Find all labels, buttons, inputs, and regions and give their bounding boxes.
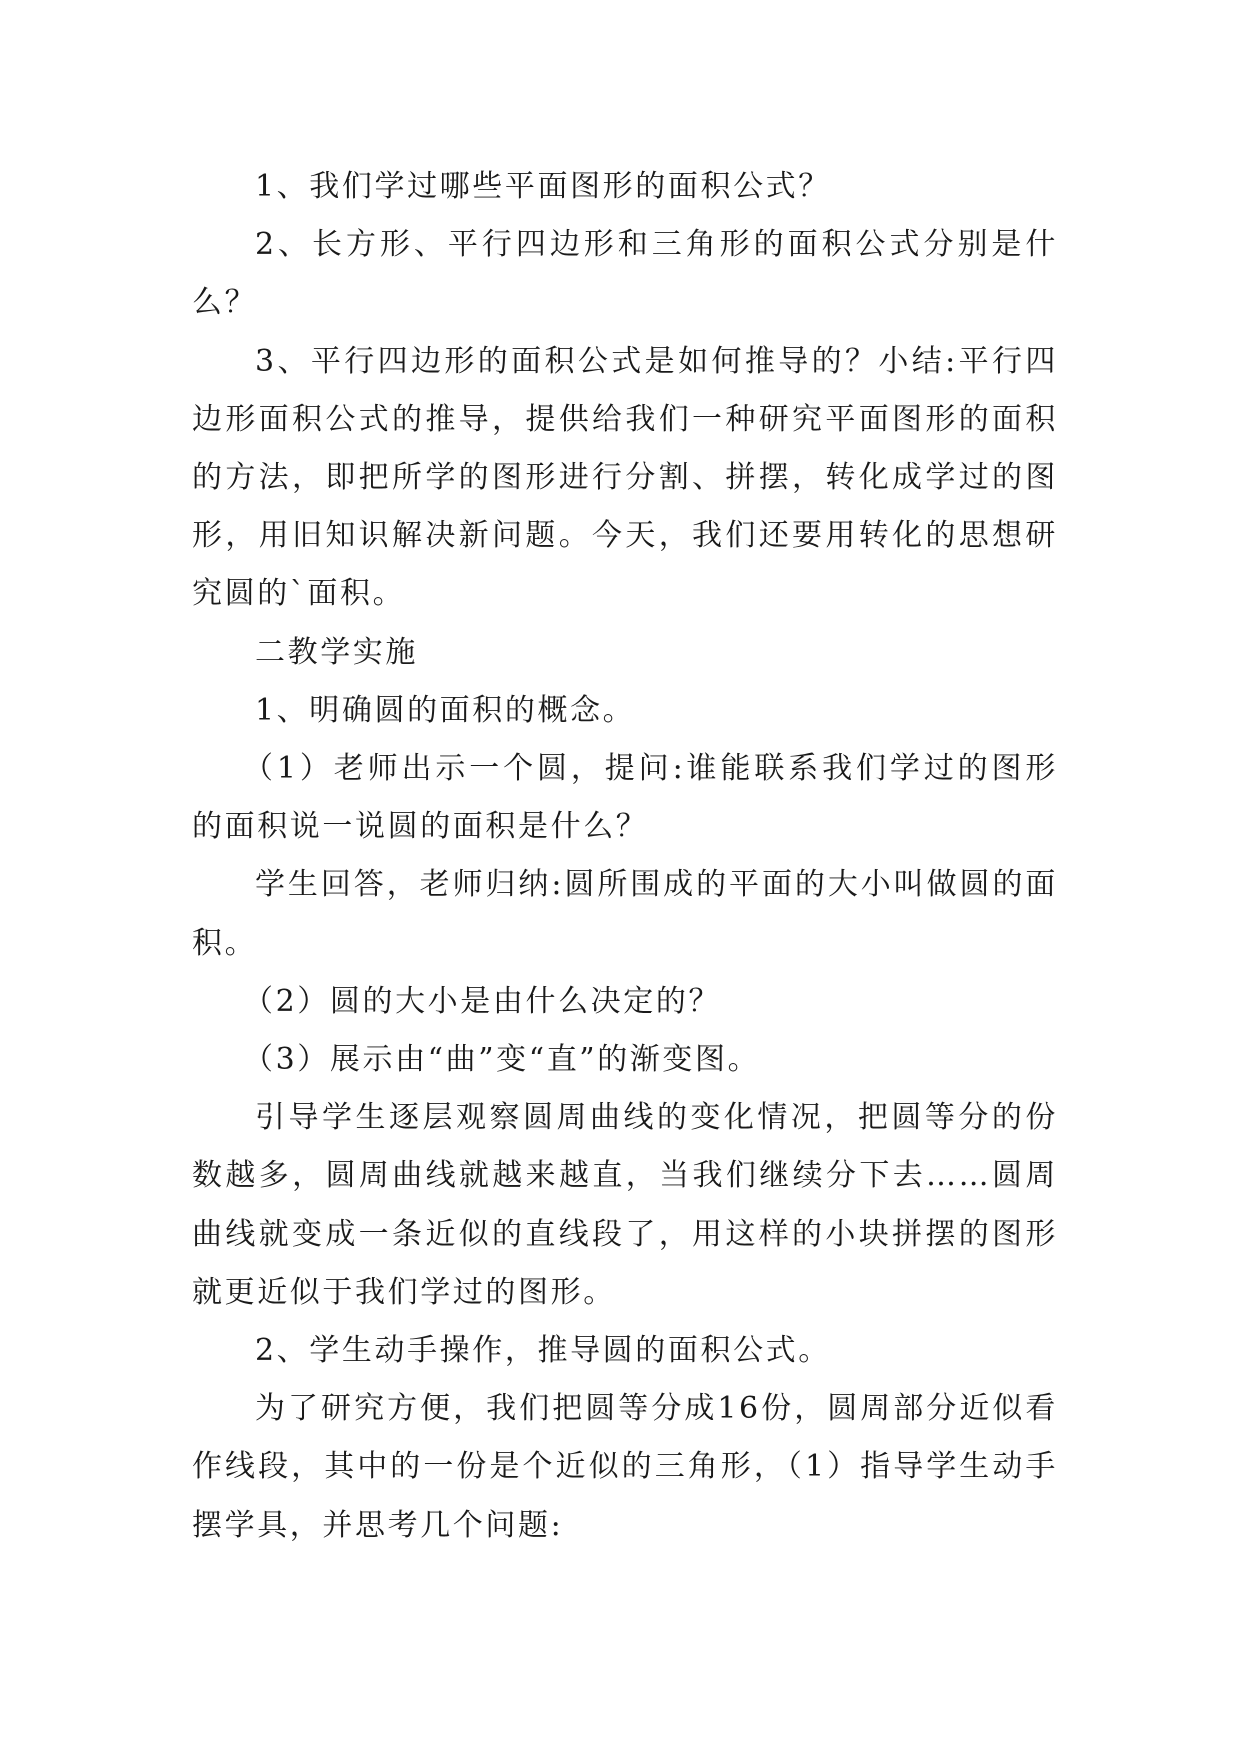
paragraph-activity: 为了研究方便，我们把圆等分成16份，圆周部分近似看作线段，其中的一份是个近似的三角形，（1）指导学生动手摆学具，并思考几个问题: [192,1391,1058,1543]
paragraph-step-1: 1、明确圆的面积的概念。 [255,692,636,728]
paragraph-item-1: （1）老师出示一个圆，提问:谁能联系我们学过的图形的面积说一说圆的面积是什么？ [192,751,1058,845]
paragraph-item-2: （2）圆的大小是由什么决定的？ [243,983,722,1019]
paragraph-question-2: 2、长方形、平行四边形和三角形的面积公式分别是什么？ [192,227,1058,321]
paragraph-step-2: 2、学生动手操作，推导圆的面积公式。 [255,1333,831,1369]
paragraph-question-1: 1、我们学过哪些平面图形的面积公式？ [255,169,831,204]
document-body [192,158,1058,1555]
section-heading: 二教学实施 [255,634,418,670]
paragraph-item-3: （3）展示由“曲”变“直”的渐变图。 [243,1042,761,1078]
paragraph-guidance: 引导学生逐层观察圆周曲线的变化情况，把圆等分的份数越多，圆周曲线就越来越直，当我们继续分下去……圆周曲线就变成一条近似的直线段了，用这样的小块拼摆的图形就更近似于我们学过的图形。 [192,1100,1058,1310]
paragraph-answer: 学生回答，老师归纳:圆所围成的平面的大小叫做圆的面积。 [192,867,1058,961]
paragraph-question-3: 3、平行四边形的面积公式是如何推导的？小结:平行四边形面积公式的推导，提供给我们一种研究平面图形的面积的方法，即把所学的图形进行分割、拼摆，转化成学过的图形，用旧知识解决新问题。今天，我们还要用转化的思想研究圆的`面积。 [192,343,1058,612]
